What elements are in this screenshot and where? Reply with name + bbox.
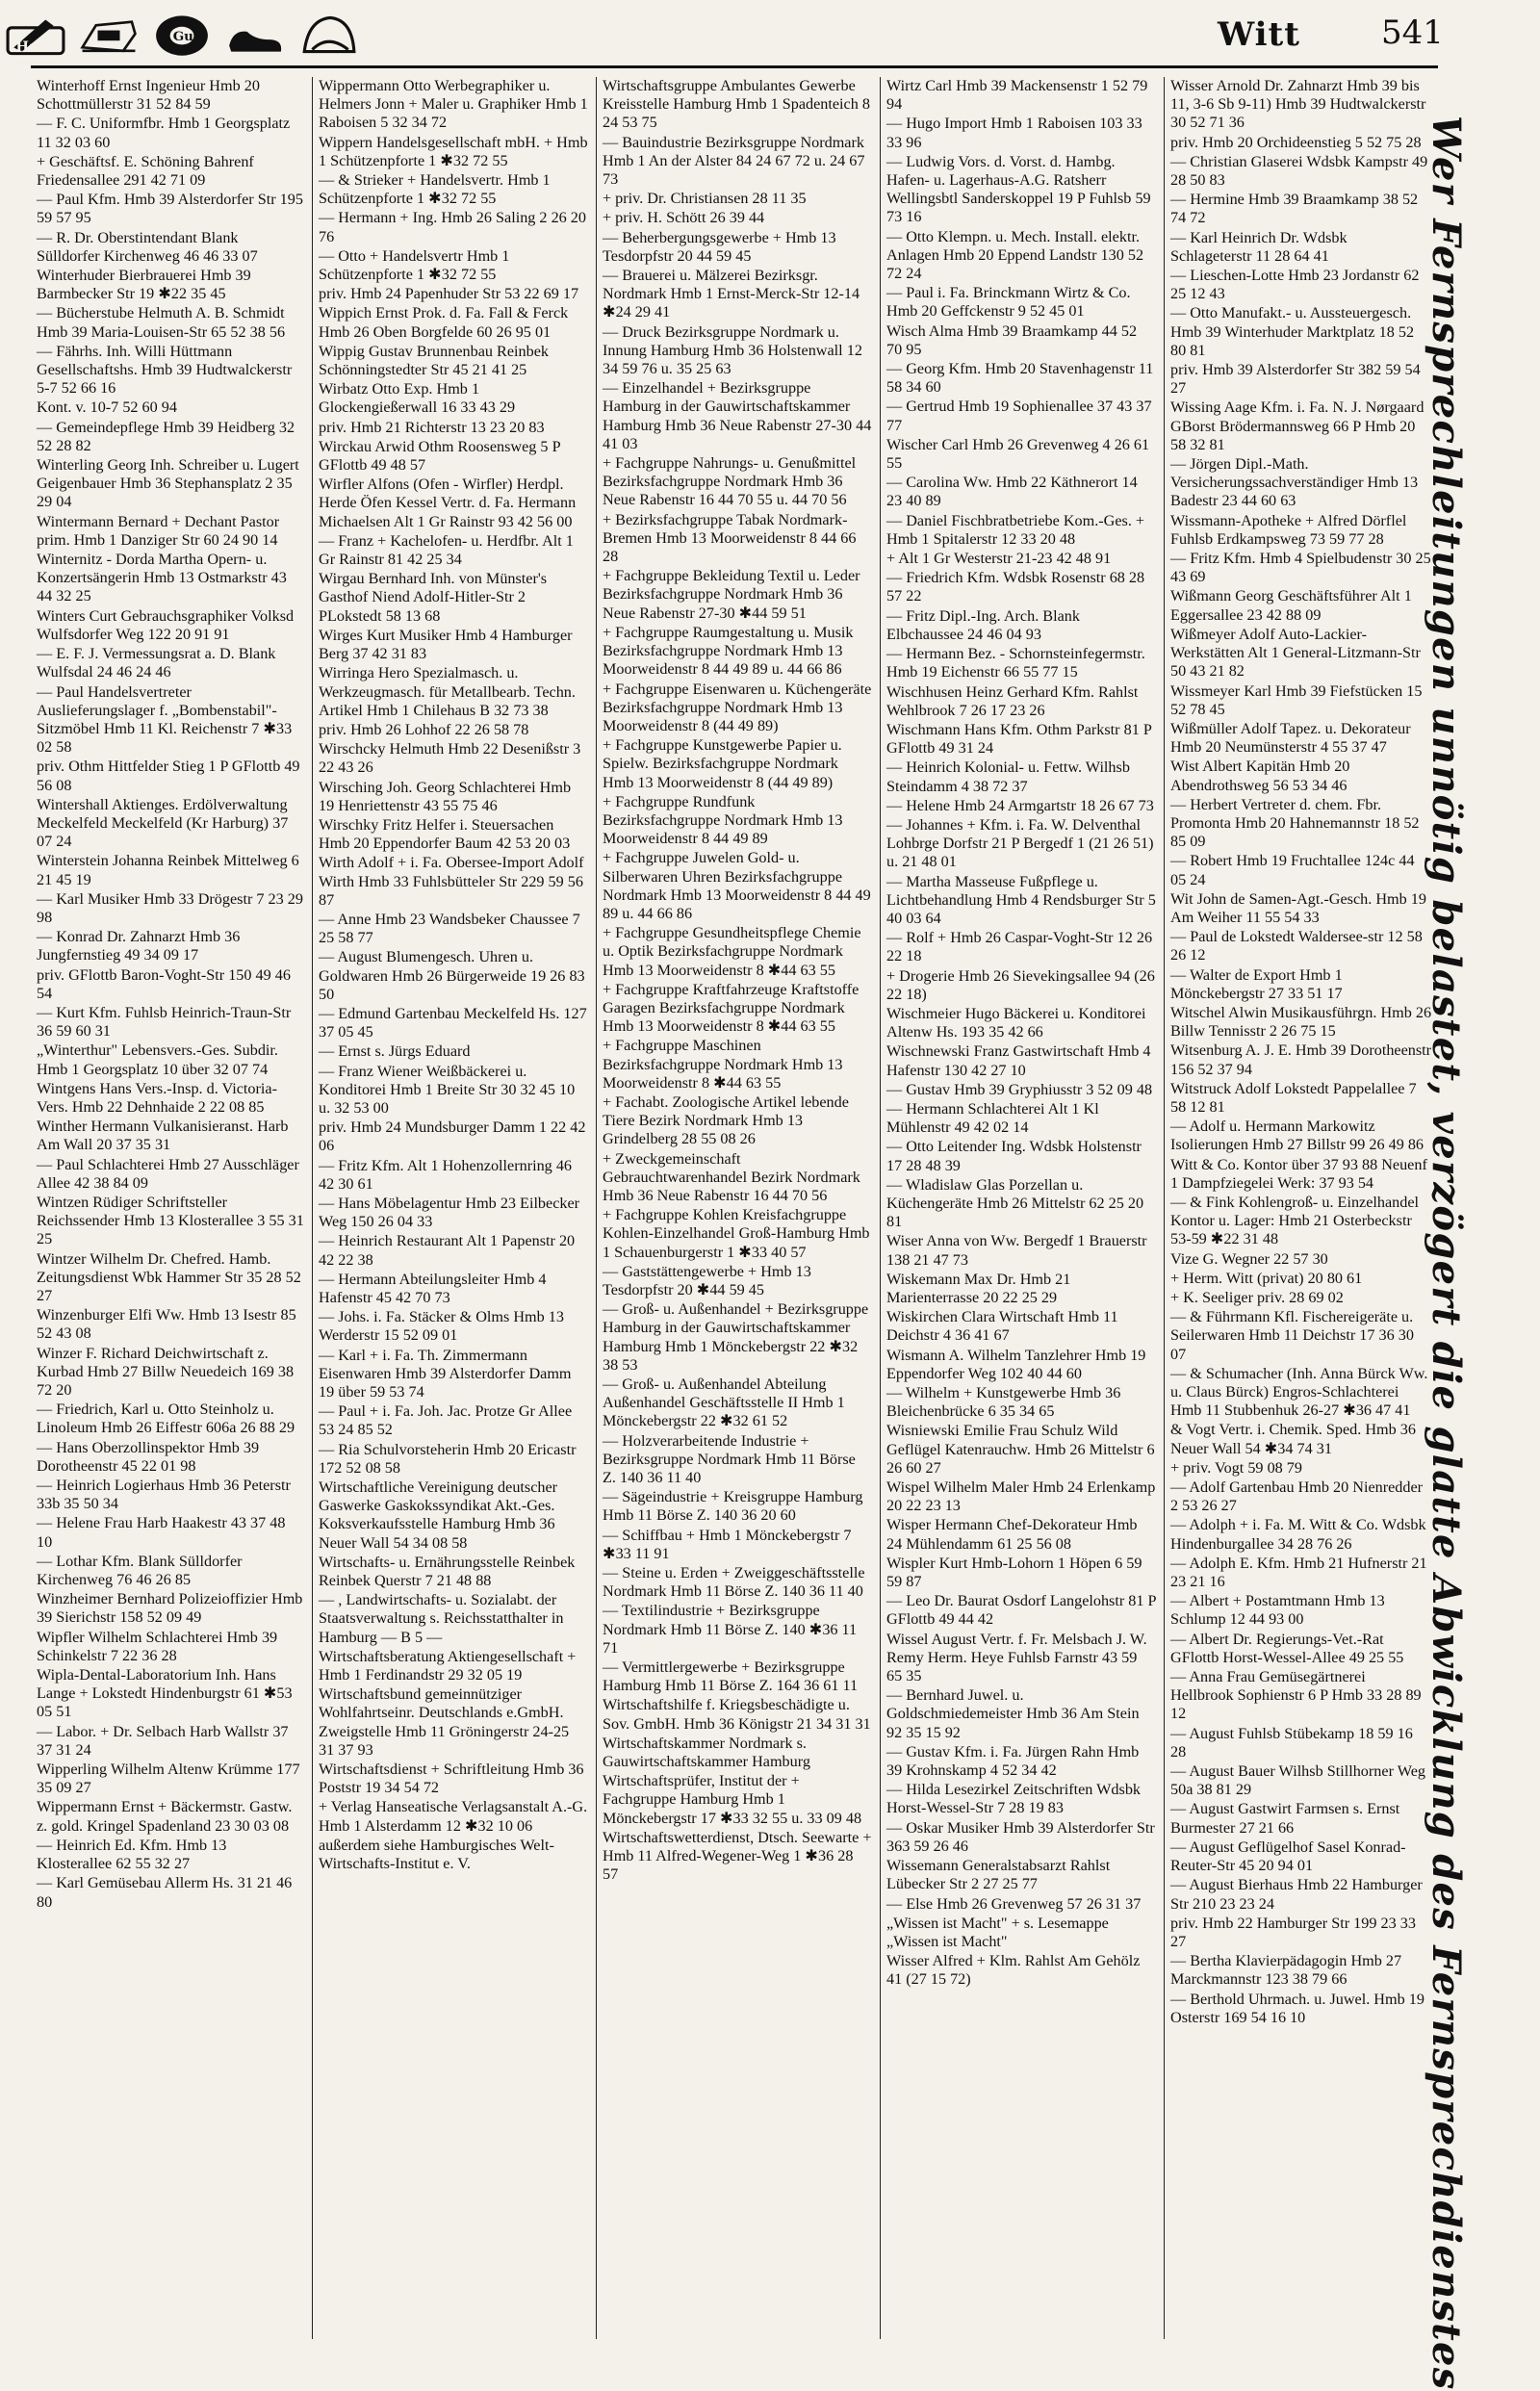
directory-entry: — Paul Kfm. Hmb 39 Alsterdorfer Str 195 59 57 95: [37, 191, 303, 227]
directory-entry: + Fachgruppe Juwelen Gold- u. Silberwaren Uhren Bezirksfachgruppe Nordmark Hmb 13 Moorweidenstr 8 44 49 89 u. 44 66 86: [603, 849, 871, 922]
directory-entry: Winzer F. Richard Deichwirtschaft z. Kurbad Hmb 27 Billw Neuedeich 169 38 72 20: [37, 1344, 295, 1400]
directory-entry: — Leo Dr. Baurat Osdorf Langelohstr 81 P GFlottb 49 44 42: [886, 1592, 1156, 1629]
directory-entry: Wipfler Wilhelm Schlachterei Hmb 39 Schinkelstr 7 22 36 28: [37, 1628, 278, 1664]
directory-entry: Winterling Georg Inh. Schreiber u. Lugert Geigenbauer Hmb 36 Stephansplatz 2 35 29 04: [37, 456, 299, 511]
directory-entry: Wit John de Samen-Agt.-Gesch. Hmb 19 Am Weiher 11 55 54 33: [1170, 889, 1426, 926]
directory-entry: — Oskar Musiker Hmb 39 Alsterdorfer Str 363 59 26 46: [886, 1818, 1155, 1855]
directory-entry: — Hermann Bez. - Schornsteinfegermstr. Hmb 19 Eichenstr 66 55 77 15: [886, 645, 1145, 681]
directory-entry: — Paul Schlachterei Hmb 27 Ausschläger Allee 42 38 84 09: [37, 1155, 299, 1192]
directory-entry: priv. Hmb 24 Papenhuder Str 53 22 69 17: [319, 285, 579, 303]
directory-entry: — Otto Klempn. u. Mech. Install. elektr. Anlagen Hmb 20 Eppend Landstr 130 52 72 24: [886, 227, 1144, 283]
directory-entry: Wissmeyer Karl Hmb 39 Fiefstücken 15 52 78 45: [1170, 681, 1423, 718]
column-4: [880, 77, 1162, 2339]
directory-entry: Wisser Alfred + Klm. Rahlst Am Gehölz 41 (27 15 72): [886, 1952, 1141, 1989]
directory-entry: — Paul i. Fa. Brinckmann Wirtz & Co. Hmb 20 Geffckenstr 9 52 45 01: [886, 284, 1131, 321]
directory-entry: Wisch Alma Hmb 39 Braamkamp 44 52 70 95: [886, 321, 1138, 358]
directory-entry: & Vogt Vertr. i. Chemik. Sped. Hmb 36 Neuer Wall 54 ✱34 74 31: [1170, 1421, 1416, 1457]
directory-entry: + Fachgruppe Kraftfahrzeuge Kraftstoffe Garagen Bezirksfachgruppe Nordmark Hmb 13 Moorweidenstr 8 ✱44 63 55: [603, 980, 860, 1036]
directory-entry: + priv. Dr. Christiansen 28 11 35: [603, 190, 807, 208]
directory-entry: — Paul + i. Fa. Joh. Jac. Protze Gr Allee 53 24 85 52: [319, 1402, 573, 1439]
directory-entry: Wintershall Aktienges. Erdölverwaltung Meckelfeld Meckelfeld (Kr Harburg) 37 07 24: [37, 795, 289, 851]
directory-entry: + Fachgruppe Maschinen Bezirksfachgruppe Nordmark Hmb 13 Moorweidenstr 8 ✱44 63 55: [603, 1037, 843, 1092]
directory-entry: Wirgau Bernhard Inh. von Münster's Gasthof Niend Adolf-Hitler-Str 2 PLokstedt 58 13 68: [319, 570, 548, 625]
directory-entry: — Steine u. Erden + Zweiggeschäftsstelle Nordmark Hmb 11 Börse Z. 140 36 11 40: [603, 1564, 865, 1601]
directory-entry: Wisser Arnold Dr. Zahnarzt Hmb 39 bis 11, 3-6 Sb 9-11) Hmb 39 Hudtwalckerstr 30 52 71 36: [1170, 77, 1426, 132]
directory-entry: Wirtschaftliche Vereinigung deutscher Gaswerke Gaskokssyndikat Akt.-Ges. Koksverkaufsstelle Hamburg Hmb 36 Neuer Wall 54 34 08 58: [319, 1478, 558, 1552]
directory-entry: Wirtschaftskammer Nordmark s. Gauwirtschaftskammer Hamburg: [603, 1734, 810, 1771]
directory-entry: priv. Hmb 24 Mundsburger Damm 1 22 42 06: [319, 1118, 586, 1155]
directory-entry: — R. Dr. Oberstintendant Blank Sülldorfer Kirchenweg 46 46 33 07: [37, 228, 258, 265]
directory-entry: Wirtschaftswetterdienst, Dtsch. Seewarte + Hmb 11 Alfred-Wegener-Weg 1 ✱36 28 57: [603, 1828, 872, 1884]
column-5: [1164, 77, 1438, 2339]
directory-entry: — Holzverarbeitende Industrie + Bezirksgruppe Nordmark Hmb 11 Börse Z. 140 36 11 40: [603, 1431, 856, 1487]
margin-slogan: [1424, 77, 1540, 2391]
directory-entry: — Bernhard Juwel. u. Goldschmiedemeister Hmb 36 Am Stein 92 35 15 92: [886, 1686, 1140, 1741]
directory-entry: — Hermann Schlachterei Alt 1 Kl Mühlenstr 49 42 02 14: [886, 1099, 1099, 1137]
directory-entry: — Adolph + i. Fa. M. Witt & Co. Wdsbk Hindenburgallee 34 28 76 26: [1170, 1516, 1426, 1553]
directory-entry: — Daniel Fischbratbetriebe Kom.-Ges. + Hmb 1 Spitalerstr 12 33 20 48: [886, 511, 1145, 548]
directory-entry: — Groß- u. Außenhandel + Bezirksgruppe Hamburg in der Gauwirtschaftskammer Hamburg Hmb 1 Mönckebergstr 22 ✱32 38 53: [603, 1300, 869, 1374]
directory-entry: + Herm. Witt (privat) 20 80 61: [1170, 1269, 1363, 1287]
directory-entry: — Otto Manufakt.- u. Aussteuergesch. Hmb 39 Winterhuder Marktplatz 18 52 80 81: [1170, 304, 1415, 359]
directory-entry: + Geschäftsf. E. Schöning Bahrenf Friedensallee 291 42 71 09: [37, 152, 254, 190]
directory-entry: — Edmund Gartenbau Meckelfeld Hs. 127 37 05 45: [319, 1004, 587, 1041]
directory-entry: — Gertrud Hmb 19 Sophienallee 37 43 37 77: [886, 398, 1152, 434]
directory-entry: — Groß- u. Außenhandel Abteilung Außenhandel Geschäftsstelle II Hmb 1 Mönckebergstr 22 ✱32 61 52: [603, 1375, 845, 1430]
directory-entry: — Textilindustrie + Bezirksgruppe Nordmark Hmb 11 Börse Z. 140 ✱36 11 71: [603, 1602, 858, 1657]
hat-icon: [298, 10, 358, 60]
directory-entry: Wismann A. Wilhelm Tanzlehrer Hmb 19 Eppendorfer Weg 102 40 44 60: [886, 1346, 1146, 1382]
directory-entry: Wippermann Ernst + Bäckermstr. Gastw. z. gold. Kringel Spadenland 23 30 03 08: [37, 1798, 293, 1835]
directory-entry: Wirtschaftsbund gemeinnütziger Wohlfahrtseinr. Deutschlands e.GmbH. Zweigstelle Hmb 11 Gröningerstr 24-25 31 37 93: [319, 1685, 570, 1759]
directory-entry: — Walter de Export Hmb 1 Mönckebergstr 27 33 51 17: [1170, 965, 1343, 1002]
directory-entry: Wintermann Bernard + Dechant Pastor prim. Hmb 1 Danziger Str 60 24 90 14: [37, 512, 280, 549]
directory-entry: Winterstein Johanna Reinbek Mittelweg 6 21 45 19: [37, 852, 299, 888]
directory-entry: — Albert + Postamtmann Hmb 13 Schlump 12 44 93 00: [1170, 1592, 1385, 1629]
directory-entry: — Jörgen Dipl.-Math. Versicherungssachverständiger Hmb 13 Badestr 23 44 60 63: [1170, 455, 1419, 510]
directory-entry: Wirtschaftsberatung Aktiengesellschaft + Hmb 1 Ferdinandstr 29 32 05 19: [319, 1647, 577, 1684]
directory-entry: Wippermann Otto Werbegraphiker u. Helmers Jonn + Maler u. Graphiker Hmb 1 Raboisen 5 32 34 72: [319, 77, 588, 132]
directory-entry: Wintzen Rüdiger Schriftsteller Reichssender Hmb 13 Klosterallee 3 55 31 25: [37, 1193, 304, 1248]
directory-entry: — Sägeindustrie + Kreisgruppe Hamburg Hmb 11 Börse Z. 140 36 20 60: [603, 1488, 863, 1525]
directory-entry: — Heinrich Restaurant Alt 1 Papenstr 20 42 22 38: [319, 1232, 576, 1269]
directory-entry: Wirckau Arwid Othm Roosensweg 5 P GFlottb 49 48 57: [319, 437, 560, 475]
directory-entry: Wiskemann Max Dr. Hmb 21 Marienterrasse 20 22 25 29: [886, 1270, 1071, 1306]
directory-entry: — Druck Bezirksgruppe Nordmark u. Innung Hamburg Hmb 36 Holstenwall 12 34 59 76 u. 35 25 63: [603, 322, 862, 378]
directory-entry: Wissing Aage Kfm. i. Fa. N. J. Nørgaard GBorst Brödermannsweg 66 P Hmb 20 58 32 81: [1170, 398, 1424, 453]
directory-entry: Witsenburg A. J. E. Hmb 39 Dorotheenstr 156 52 37 94: [1170, 1041, 1432, 1078]
directory-entry: — Franz + Kachelofen- u. Herdfbr. Alt 1 Gr Rainstr 81 42 25 34: [319, 531, 574, 569]
telephone-icon: [152, 10, 212, 60]
directory-entry: „Wissen ist Macht" + s. Lesemappe „Wissen ist Macht": [886, 1914, 1109, 1950]
directory-entry: Wippig Gustav Brunnenbau Reinbek Schönningstedter Str 45 21 41 25: [319, 342, 549, 379]
directory-entry: Wist Albert Kapitän Hmb 20 Abendrothsweg 56 53 34 46: [1170, 758, 1350, 794]
directory-entry: Wirth Adolf + i. Fa. Obersee-Import Adolf Wirth Hmb 33 Fuhlsbütteler Str 229 59 56 87: [319, 854, 584, 909]
directory-entry: — Gemeindepflege Hmb 39 Heidberg 32 52 28 82: [37, 418, 295, 454]
directory-entry: Wiskirchen Clara Wirtschaft Hmb 11 Deichstr 4 36 41 67: [886, 1308, 1118, 1345]
directory-entry: Winzenburger Elfi Ww. Hmb 13 Isestr 85 52 43 08: [37, 1306, 296, 1343]
directory-entry: + Alt 1 Gr Westerstr 21-23 42 48 91: [886, 550, 1112, 568]
directory-entry: Wispel Wilhelm Maler Hmb 24 Erlenkamp 20 22 23 13: [886, 1478, 1156, 1515]
directory-entry: + K. Seeliger priv. 28 69 02: [1170, 1289, 1344, 1306]
directory-entry: Wintzer Wilhelm Dr. Chefred. Hamb. Zeitungsdienst Wbk Hammer Str 35 28 52 27: [37, 1249, 301, 1304]
directory-entry: Vize G. Wegner 22 57 30: [1170, 1249, 1328, 1268]
directory-entry: — Gaststättengewerbe + Hmb 13 Tesdorpfstr 20 ✱44 59 45: [603, 1262, 811, 1298]
directory-entry: — Fritz Dipl.-Ing. Arch. Blank Elbchaussee 24 46 04 93: [886, 606, 1080, 643]
directory-entry: — Heinrich Ed. Kfm. Hmb 13 Klosterallee 62 55 32 27: [37, 1836, 227, 1873]
directory-entry: Winternitz - Dorda Martha Opern- u. Konzertsängerin Hmb 13 Ostmarkstr 43 44 32 25: [37, 551, 287, 605]
directory-entry: — E. F. J. Vermessungsrat a. D. Blank Wulfsdal 24 46 24 46: [37, 645, 276, 681]
directory-entry: — Karl Gemüsebau Allerm Hs. 31 21 46 80: [37, 1874, 293, 1911]
directory-entry: priv. Hmb 22 Hamburger Str 199 23 33 27: [1170, 1914, 1416, 1950]
directory-entry: — F. C. Uniformfbr. Hmb 1 Georgsplatz 11 32 03 60: [37, 115, 291, 151]
directory-entry: — Albert Dr. Regierungs-Vet.-Rat GFlottb Horst-Wessel-Allee 49 25 55: [1170, 1630, 1404, 1666]
running-head: Witt: [1218, 15, 1300, 54]
directory-entry: — Bertha Klavierpädagogin Hmb 27 Marckmannstr 123 38 79 66: [1170, 1952, 1402, 1989]
directory-entry: priv. Othm Hittfelder Stieg 1 P GFlottb 49 56 08: [37, 758, 300, 794]
directory-entry: Wißmeyer Adolf Auto-Lackier-Werkstätten Alt 1 General-Litzmann-Str 50 43 21 82: [1170, 625, 1421, 681]
directory-entry: Wissel August Vertr. f. Fr. Melsbach J. W. Remy Herm. Heye Fuhlsb Farnstr 43 59 65 35: [886, 1630, 1147, 1685]
typewriter-icon: [79, 10, 139, 60]
directory-entry: Wintgens Hans Vers.-Insp. d. Victoria-Vers. Hmb 22 Dehnhaide 2 22 08 85: [37, 1079, 277, 1116]
directory-entry: Wischer Carl Hmb 26 Grevenweg 4 26 61 55: [886, 435, 1150, 473]
directory-entry: — Brauerei u. Mälzerei Bezirksgr. Nordmark Hmb 1 Ernst-Merck-Str 12-14 ✱24 29 41: [603, 267, 860, 321]
directory-entry: — Bauindustrie Bezirksgruppe Nordmark Hmb 1 An der Alster 84 24 67 72 u. 24 67 73: [603, 133, 865, 189]
directory-entry: — Berthold Uhrmach. u. Juwel. Hmb 19 Osterstr 169 54 16 10: [1170, 1990, 1424, 2026]
directory-entry: Wispler Kurt Hmb-Lohorn 1 Höpen 6 59 59 87: [886, 1554, 1142, 1591]
directory-entry: — Wilhelm + Kunstgewerbe Hmb 36 Bleichenbrücke 6 35 34 65: [886, 1384, 1121, 1421]
header-rule: [31, 65, 1438, 68]
directory-entry: — Karl Heinrich Dr. Wdsbk Schlageterstr 11 28 64 41: [1170, 228, 1348, 265]
directory-entry: — & Führmann Kfl. Fischereigeräte u. Seilerwaren Hmb 11 Deichstr 17 36 30 07: [1170, 1308, 1414, 1363]
directory-entry: — & Strieker + Handelsvertr. Hmb 1 Schützenpforte 1 ✱32 72 55: [319, 171, 551, 208]
directory-entry: — Ludwig Vors. d. Vorst. d. Hambg. Hafen- u. Lagerhaus-A.G. Ratsherr Wellingsbtl Sanderskoppel 19 P Fuhlsb 59 73 16: [886, 152, 1151, 226]
directory-entry: Wirschky Fritz Helfer i. Steuersachen Hmb 20 Eppendorfer Baum 42 53 20 03: [319, 815, 571, 853]
directory-entry: — Herbert Vertreter d. chem. Fbr. Promonta Hmb 20 Hahnemannstr 18 52 85 09: [1170, 795, 1420, 851]
directory-entry: — Schiffbau + Hmb 1 Mönckebergstr 7 ✱33 11 91: [603, 1526, 852, 1562]
directory-entry: — August Geflügelhof Sasel Konrad-Reuter-Str 45 20 94 01: [1170, 1838, 1406, 1875]
directory-entry: — Bücherstube Helmuth A. B. Schmidt Hmb 39 Maria-Louisen-Str 65 52 38 56: [37, 304, 286, 341]
directory-entry: Wißmüller Adolf Tapez. u. Dekorateur Hmb 20 Neumünsterstr 4 55 37 47: [1170, 719, 1411, 757]
directory-entry: Wischmann Hans Kfm. Othm Parkstr 81 P GFlottb 49 31 24: [886, 720, 1152, 758]
directory-entry: Wissemann Generalstabsarzt Rahlst Lübecker Str 2 27 25 77: [886, 1857, 1111, 1893]
directory-entry: Wirtschaftsgruppe Ambulantes Gewerbe Kreisstelle Hamburg Hmb 1 Spadenteich 8 24 53 75: [603, 77, 870, 132]
directory-entry: — August Fuhlsb Stübekamp 18 59 16 28: [1170, 1724, 1413, 1761]
page-number: 541: [1381, 13, 1444, 52]
directory-entry: priv. GFlottb Baron-Voght-Str 150 49 46 54: [37, 965, 291, 1002]
directory-entry: — Paul de Lokstedt Waldersee-str 12 58 26 12: [1170, 928, 1423, 964]
directory-entry: — Hans Möbelagentur Hmb 23 Eilbecker Weg 150 26 04 33: [319, 1194, 580, 1231]
directory-entry: — Wladislaw Glas Porzellan u. Küchengeräte Hmb 26 Mittelstr 62 25 20 81: [886, 1175, 1144, 1231]
directory-entry: — Hermine Hmb 39 Braamkamp 38 52 74 72: [1170, 191, 1419, 227]
directory-entry: + Fachgruppe Kunstgewerbe Papier u. Spielw. Bezirksfachgruppe Nordmark Hmb 13 Moorweidenstr 8 (44 49 89): [603, 736, 842, 791]
directory-entry: — August Bierhaus Hmb 22 Hamburger Str 210 23 23 24: [1170, 1876, 1423, 1913]
directory-entry: Wisper Hermann Chef-Dekorateur Hmb 24 Mühlendamm 61 25 56 08: [886, 1516, 1138, 1553]
directory-entry: — Otto + Handelsvertr Hmb 1 Schützenpforte 1 ✱32 72 55: [319, 246, 510, 284]
directory-entry: + Fachgruppe Raumgestaltung u. Musik Bezirksfachgruppe Nordmark Hmb 13 Moorweidenstr 8 44 49 89 u. 44 66 86: [603, 623, 854, 679]
directory-entry: — Helene Hmb 24 Armgartstr 18 26 67 73: [886, 796, 1154, 814]
directory-entry: Wisniewski Emilie Frau Schulz Wild Geflügel Katenrauchw. Hmb 26 Mittelstr 6 26 60 27: [886, 1422, 1155, 1477]
directory-entry: — Ernst s. Jürgs Eduard: [319, 1042, 471, 1061]
directory-entry: Witstruck Adolf Lokstedt Pappelallee 7 58 12 81: [1170, 1079, 1417, 1116]
directory-columns: [31, 77, 1438, 2339]
directory-entry: — Fährhs. Inh. Willi Hüttmann Gesellschaftshs. Hmb 39 Hudtwalckerstr 5-7 52 66 16: [37, 342, 293, 398]
directory-entry: Wirfler Alfons (Ofen - Wirfler) Herdpl. Herde Öfen Kessel Vertr. d. Fa. Hermann Michaelsen Alt 1 Gr Rainstr 93 42 56 00: [319, 476, 577, 530]
directory-entry: Wirtschaftshilfe f. Kriegsbeschädigte u. Sov. GmbH. Hmb 36 Königstr 21 34 31 31: [603, 1696, 871, 1733]
page-header: [0, 0, 1540, 67]
directory-entry: Winther Hermann Vulkanisieranst. Harb Am Wall 20 37 35 31: [37, 1118, 289, 1154]
directory-entry: Wirtschaftsprüfer, Institut der + Fachgruppe Hamburg Hmb 1 Mönckebergstr 17 ✱33 32 55 u. 33 09 48: [603, 1772, 862, 1827]
directory-entry: + Fachabt. Zoologische Artikel lebende Tiere Bezirk Nordmark Hmb 13 Grindelberg 28 55 08 26: [603, 1093, 849, 1148]
directory-entry: — August Gastwirt Farmsen s. Ernst Burmester 27 21 66: [1170, 1800, 1400, 1837]
directory-entry: + Fachgruppe Rundfunk Bezirksfachgruppe Nordmark Hmb 13 Moorweidenstr 8 44 49 89: [603, 792, 843, 848]
directory-entry: — Robert Hmb 19 Fruchtallee 124c 44 05 24: [1170, 852, 1415, 888]
directory-entry: Wirschcky Helmuth Hmb 22 Desenißstr 3 22 43 26: [319, 740, 581, 777]
directory-entry: — Adolf Gartenbau Hmb 20 Nienredder 2 53 26 27: [1170, 1478, 1424, 1515]
directory-entry: + Fachgruppe Gesundheitspflege Chemie u. Optik Bezirksfachgruppe Nordmark Hmb 13 Moorweidenstr 8 ✱44 63 55: [603, 924, 861, 979]
directory-entry: — Anna Frau Gemüsegärtnerei Hellbrook Sophienstr 6 P Hmb 33 28 89 12: [1170, 1668, 1422, 1723]
directory-entry: Winterhoff Ernst Ingenieur Hmb 20 Schottmüllerstr 31 52 84 59: [37, 77, 260, 114]
directory-entry: Wirbatz Otto Exp. Hmb 1 Glockengießerwall 16 33 43 29: [319, 380, 516, 417]
directory-entry: + priv. Vogt 59 08 79: [1170, 1458, 1302, 1477]
directory-entry: Wischmeier Hugo Bäckerei u. Konditorei Altenw Hs. 193 35 42 66: [886, 1004, 1146, 1041]
directory-entry: — Karl + i. Fa. Th. Zimmermann Eisenwaren Hmb 39 Alsterdorfer Damm 19 über 59 53 74: [319, 1346, 572, 1401]
shoe-icon: [225, 10, 285, 60]
directory-entry: — Fritz Kfm. Hmb 4 Spielbudenstr 30 25 43 69: [1170, 550, 1431, 586]
header-icons: [6, 6, 358, 64]
directory-entry: — Helene Frau Harb Haakestr 43 37 48 10: [37, 1514, 286, 1551]
directory-entry: + Fachgruppe Kohlen Kreisfachgruppe Kohlen-Einzelhandel Groß-Hamburg Hmb 1 Schauenburgerstr 1 ✱33 40 57: [603, 1206, 870, 1261]
directory-entry: außerdem siehe Hamburgisches Welt-Wirtschafts-Institut e. V.: [319, 1836, 554, 1873]
slogan-text: Wer Fernsprechleitungen unnötig belastet, verzögert die glatte Abwicklung des Fernsprechdienstes: [1424, 116, 1469, 2391]
directory-entry: — Gustav Kfm. i. Fa. Jürgen Rahn Hmb 39 Krohnskamp 4 52 34 42: [886, 1742, 1140, 1780]
directory-entry: — Hermann Abteilungsleiter Hmb 4 Hafenstr 45 42 70 73: [319, 1270, 547, 1306]
directory-entry: — Martha Masseuse Fußpflege u. Lichtbehandlung Hmb 4 Rendsburger Str 5 40 03 64: [886, 872, 1156, 927]
directory-entry: — Beherbergungsgewerbe + Hmb 13 Tesdorpfstr 20 44 59 45: [603, 228, 836, 265]
svg-text:Gu: Gu: [172, 29, 193, 45]
directory-entry: + Drogerie Hmb 26 Sievekingsallee 94 (26 22 18): [886, 966, 1155, 1003]
directory-entry: — Friedrich, Karl u. Otto Steinholz u. Linoleum Hmb 26 Eiffestr 606a 26 88 29: [37, 1401, 295, 1437]
directory-entry: — Adolph E. Kfm. Hmb 21 Hufnerstr 21 23 21 16: [1170, 1554, 1427, 1591]
directory-entry: — Ria Schulvorsteherin Hmb 20 Ericastr 172 52 08 58: [319, 1440, 577, 1477]
directory-entry: — Heinrich Logierhaus Hmb 36 Peterstr 33b 35 50 34: [37, 1477, 291, 1513]
directory-entry: — Karl Musiker Hmb 33 Drögestr 7 23 29 98: [37, 889, 303, 926]
column-2: [312, 77, 594, 2339]
directory-entry: Wischhusen Heinz Gerhard Kfm. Rahlst Wehlbrook 7 26 17 23 26: [886, 682, 1139, 719]
directory-entry: Wischnewski Franz Gastwirtschaft Hmb 4 Hafenstr 130 42 27 10: [886, 1042, 1151, 1079]
directory-entry: Witt & Co. Kontor über 37 93 88 Neuenf 1 Dampfziegelei Werk: 37 93 54: [1170, 1155, 1427, 1192]
directory-entry: — August Blumengesch. Uhren u. Goldwaren Hmb 26 Bürgerweide 19 26 83 50: [319, 948, 585, 1003]
directory-entry: priv. Hmb 39 Alsterdorfer Str 382 59 54 27: [1170, 361, 1421, 398]
directory-entry: + Verlag Hanseatische Verlagsanstalt A.-G. Hmb 1 Alsterdamm 12 ✱32 10 06: [319, 1798, 588, 1835]
directory-entry: + Zweckgemeinschaft Gebrauchtwarenhandel Bezirk Nordmark Hmb 36 Neue Rabenstr 16 44 70 56: [603, 1149, 860, 1204]
directory-entry: priv. Hmb 21 Richterstr 13 23 20 83: [319, 418, 545, 436]
column-3: [596, 77, 878, 2339]
directory-entry: — Hans Oberzollinspektor Hmb 39 Dorotheenstr 45 22 01 98: [37, 1438, 260, 1475]
directory-entry: + Fachgruppe Bekleidung Textil u. Leder Bezirksfachgruppe Nordmark Hmb 36 Neue Rabenstr 27-30 ✱44 59 51: [603, 567, 860, 622]
directory-entry: — Christian Glaserei Wdsbk Kampstr 49 28 50 83: [1170, 152, 1428, 190]
directory-entry: — Franz Wiener Weißbäckerei u. Konditorei Hmb 1 Breite Str 30 32 45 10 u. 32 53 00: [319, 1062, 576, 1117]
directory-entry: Wißmann Georg Geschäftsführer Alt 1 Eggersallee 23 42 88 09: [1170, 587, 1412, 624]
directory-entry: — , Landwirtschafts- u. Sozialabt. der Staatsverwaltung s. Reichsstatthalter in Hamburg — B 5 —: [319, 1591, 564, 1646]
directory-entry: — Paul Handelsvertreter Auslieferungslager f. „Bombenstabil"-Sitzmöbel Hmb 11 Kl. Reichenstr 7 ✱33 02 58: [37, 682, 293, 757]
directory-entry: Wipperling Wilhelm Altenw Krümme 177 35 09 27: [37, 1761, 300, 1797]
directory-entry: + Fachgruppe Nahrungs- u. Genußmittel Bezirksfachgruppe Nordmark Hmb 36 Neue Rabenstr 16 44 70 55 u. 44 70 56: [603, 454, 857, 509]
directory-entry: + priv. H. Schött 26 39 44: [603, 209, 765, 227]
directory-entry: — Heinrich Kolonial- u. Fettw. Wilhsb Steindamm 4 38 72 37: [886, 758, 1130, 795]
directory-entry: Winterhuder Bierbrauerei Hmb 39 Barmbecker Str 19 ✱22 35 45: [37, 267, 251, 303]
directory-entry: „Winterthur" Lebensvers.-Ges. Subdir. Hmb 1 Georgsplatz 10 über 32 07 74: [37, 1041, 278, 1078]
directory-entry: priv. Hmb 20 Orchideenstieg 5 52 75 28: [1170, 133, 1422, 151]
directory-entry: — Friedrich Kfm. Wdsbk Rosenstr 68 28 57 22: [886, 569, 1145, 605]
directory-entry: Witschel Alwin Musikausführgn. Hmb 26 Billw Tennisstr 2 26 75 15: [1170, 1003, 1432, 1041]
directory-entry: — Konrad Dr. Zahnarzt Hmb 36 Jungfernstieg 49 34 09 17: [37, 928, 241, 964]
directory-entry: — Einzelhandel + Bezirksgruppe Hamburg in der Gauwirtschaftskammer Hamburg Hmb 36 Neue Rabenstr 27-30 44 41 03: [603, 379, 872, 452]
directory-entry: Winzheimer Bernhard Polizeioffizier Hmb 39 Sierichstr 158 52 09 49: [37, 1590, 303, 1627]
directory-entry: Wirtschaftsdienst + Schriftleitung Hmb 36 Poststr 19 34 54 72: [319, 1761, 584, 1797]
directory-entry: — Fritz Kfm. Alt 1 Hohenzollernring 46 42 30 61: [319, 1156, 573, 1193]
directory-entry: Wissmann-Apotheke + Alfred Dörflel Fuhlsb Erdkampsweg 73 59 77 28: [1170, 511, 1407, 548]
directory-entry: + Fachgruppe Eisenwaren u. Küchengeräte Bezirksfachgruppe Nordmark Hmb 13 Moorweidenstr 8 (44 49 89): [603, 680, 872, 734]
directory-entry: — August Bauer Wilhsb Stillhorner Weg 50a 38 81 29: [1170, 1762, 1425, 1799]
svg-text:Ha: Ha: [15, 39, 38, 56]
pen-icon: [6, 10, 65, 60]
directory-entry: — Kurt Kfm. Fuhlsb Heinrich-Traun-Str 36 59 60 31: [37, 1003, 292, 1041]
directory-entry: — Gustav Hmb 39 Gryphiusstr 3 52 09 48: [886, 1080, 1153, 1098]
directory-entry: Winters Curt Gebrauchsgraphiker Volksd Wulfsdorfer Weg 122 20 91 91: [37, 606, 295, 643]
directory-entry: — Else Hmb 26 Grevenweg 57 26 31 37: [886, 1894, 1142, 1913]
directory-entry: — Adolf u. Hermann Markowitz Isolierungen Hmb 27 Billstr 99 26 49 86: [1170, 1118, 1424, 1154]
directory-entry: Wippern Handelsgesellschaft mbH. + Hmb 1 Schützenpforte 1 ✱32 72 55: [319, 133, 588, 169]
directory-entry: — Lothar Kfm. Blank Sülldorfer Kirchenweg 76 46 26 85: [37, 1552, 243, 1589]
directory-entry: Kont. v. 10-7 52 60 94: [37, 398, 177, 417]
directory-entry: + Bezirksfachgruppe Tabak Nordmark-Bremen Hmb 13 Moorweidenstr 8 44 66 28: [603, 510, 857, 566]
directory-entry: — Carolina Ww. Hmb 22 Käthnerort 14 23 40 89: [886, 474, 1138, 510]
directory-entry: — Otto Leitender Ing. Wdsbk Holstenstr 17 28 48 39: [886, 1138, 1142, 1174]
directory-entry: — Hilda Lesezirkel Zeitschriften Wdsbk Horst-Wessel-Str 7 28 19 83: [886, 1781, 1142, 1817]
directory-entry: — Rolf + Hmb 26 Caspar-Voght-Str 12 26 22 18: [886, 929, 1153, 965]
directory-entry: Wirsching Joh. Georg Schlachterei Hmb 19 Henriettenstr 43 55 75 46: [319, 778, 572, 814]
directory-entry: Wirges Kurt Musiker Hmb 4 Hamburger Berg 37 42 31 83: [319, 626, 573, 663]
directory-entry: Wirringa Hero Spezialmasch. u. Werkzeugmasch. für Metallbearb. Techn. Artikel Hmb 1 Chilehaus B 32 73 38: [319, 664, 576, 719]
column-1: [31, 77, 310, 2339]
directory-entry: — Hermann + Ing. Hmb 26 Saling 2 26 20 76: [319, 209, 586, 245]
directory-entry: — & Fink Kohlengroß- u. Einzelhandel Kontor u. Lager: Hmb 21 Osterbeckstr 53-59 ✱22 31 48: [1170, 1193, 1420, 1248]
directory-entry: Wirtschafts- u. Ernährungsstelle Reinbek Reinbek Querstr 7 21 48 88: [319, 1553, 576, 1590]
directory-entry: Wippich Ernst Prok. d. Fa. Fall & Ferck Hmb 26 Oben Borgfelde 60 26 95 01: [319, 304, 569, 341]
directory-entry: Wiser Anna von Ww. Bergedf 1 Brauerstr 138 21 47 73: [886, 1232, 1147, 1269]
directory-entry: — Johannes + Kfm. i. Fa. W. Delventhal Lohbrge Dorfstr 21 P Bergedf 1 (21 26 51) u. 21 48 01: [886, 815, 1154, 871]
directory-entry: — & Schumacher (Inh. Anna Bürck Ww. u. Claus Bürck) Engros-Schlachterei Hmb 11 Stubbenhuk 26-27 ✱36 47 41: [1170, 1364, 1428, 1420]
directory-entry: priv. Hmb 26 Lohhof 22 26 58 78: [319, 720, 529, 738]
directory-entry: — Anne Hmb 23 Wandsbeker Chaussee 7 25 58 77: [319, 910, 580, 947]
directory-entry: — Johs. i. Fa. Stäcker & Olms Hmb 13 Werderstr 15 52 09 01: [319, 1308, 564, 1345]
directory-entry: — Hugo Import Hmb 1 Raboisen 103 33 33 96: [886, 115, 1142, 151]
directory-entry: — Labor. + Dr. Selbach Harb Wallstr 37 37 31 24: [37, 1722, 289, 1759]
directory-entry: Wirtz Carl Hmb 39 Mackensenstr 1 52 79 94: [886, 77, 1148, 114]
directory-entry: — Lieschen-Lotte Hmb 23 Jordanstr 62 25 12 43: [1170, 267, 1420, 303]
directory-entry: — Vermittlergewerbe + Bezirksgruppe Hamburg Hmb 11 Börse Z. 164 36 61 11: [603, 1658, 859, 1695]
directory-entry: Wipla-Dental-Laboratorium Inh. Hans Lange + Lokstedt Hindenburgstr 61 ✱53 05 51: [37, 1666, 293, 1721]
directory-entry: — Georg Kfm. Hmb 20 Stavenhagenstr 11 58 34 60: [886, 360, 1154, 397]
